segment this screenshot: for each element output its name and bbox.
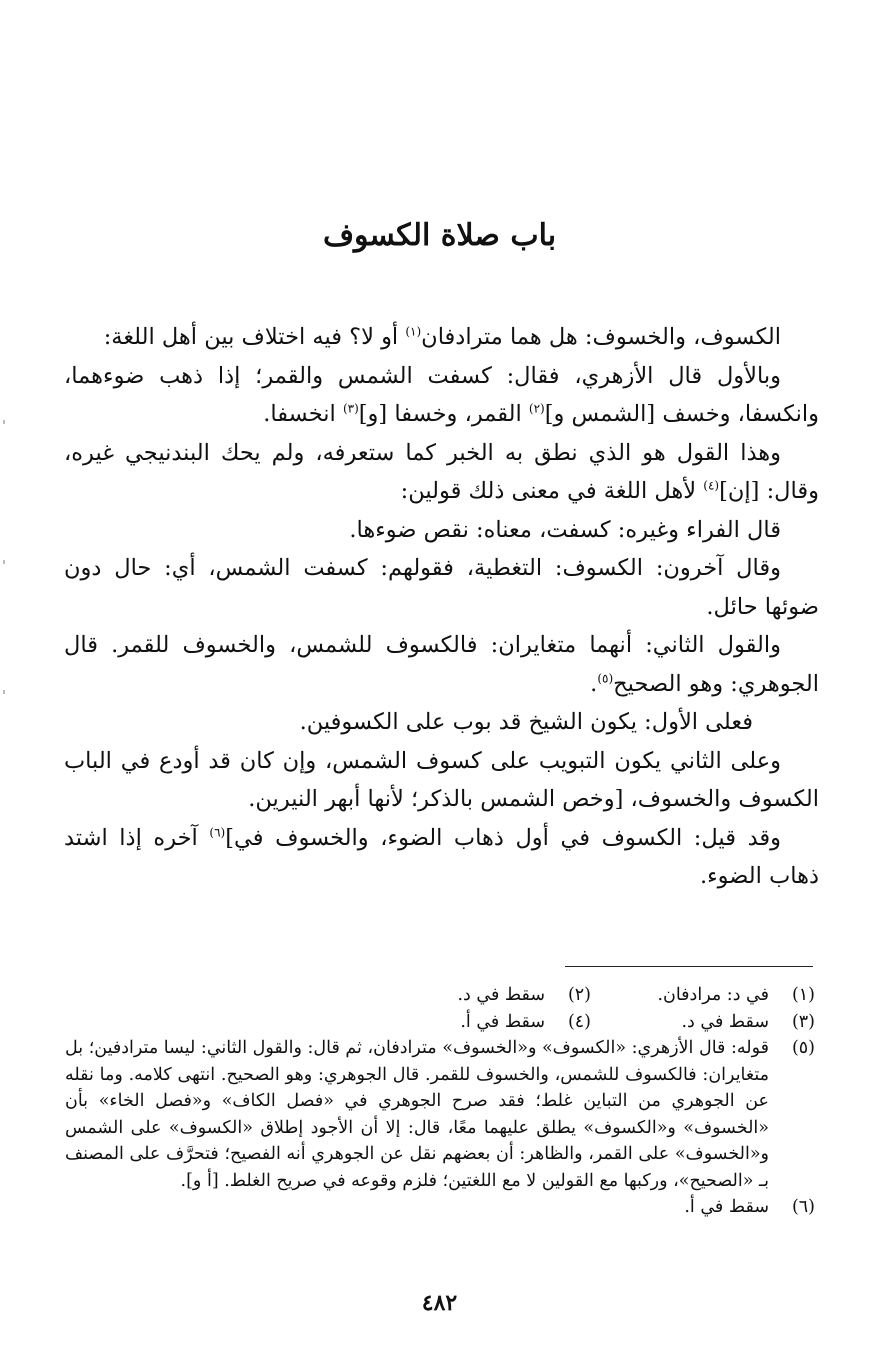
paragraph-text: أو لا؟ فيه اختلاف بين أهل اللغة:: [103, 324, 406, 350]
footnote-marker: (١): [405, 324, 422, 339]
scan-speck: [3, 420, 5, 424]
paragraph-text: فعلى الأول: يكون الشيخ قد بوب على الكسوفين.: [299, 709, 753, 735]
paragraph: [64, 703, 819, 742]
footnote-text: سقط في د.: [457, 985, 545, 1005]
scan-speck: [3, 560, 5, 564]
paragraph-text: آخره إذا اشتد ذهاب الضوء.: [64, 824, 819, 889]
paragraph: [64, 318, 819, 357]
chapter-title: باب صلاة الكسوف: [322, 218, 557, 253]
paragraph-text: قال الفراء وغيره: كسفت، معناه: نقص ضوءها.: [349, 516, 781, 543]
footnote-marker: (٢): [528, 401, 545, 416]
footnote-text: سقط في أ.: [684, 1197, 769, 1217]
paragraph-text: وعلى الثاني يكون التبويب على كسوف الشمس، وإن كان قد أودع في الباب الكسوف والخسوف، [وخص الشمس بالذكر؛ لأنها أبهر النيرين.: [64, 747, 819, 812]
footnote-3: [605, 1009, 815, 1036]
scan-speck: [3, 690, 5, 694]
paragraph-text: وهذا القول هو الذي نطق به الخبر كما ستعرفه، ولم يحك البندنيجي غيره، وقال: [إن]: [64, 439, 819, 504]
footnotes: [65, 982, 815, 1221]
paragraph-text: وبالأول قال الأزهري، فقال: كسفت الشمس والقمر؛ إذا ذهب ضوءهما، وانكسفا، وخسف [الشمس و]: [64, 362, 819, 427]
footnote-5: [65, 1035, 815, 1194]
main-text: [64, 318, 819, 896]
paragraph: [64, 626, 819, 703]
paragraph: [64, 819, 819, 896]
footnote-number: (٦): [791, 1197, 815, 1217]
paragraph-text: وقد قيل: الكسوف في أول ذهاب الضوء، والخسوف في]: [225, 824, 781, 851]
footnote-6: [65, 1194, 815, 1221]
footnote-text: سقط في أ.: [460, 1011, 545, 1032]
paragraph: [64, 511, 819, 550]
footnote-number: (٤): [567, 1011, 591, 1032]
paragraph: [64, 434, 819, 511]
paragraph-text: القمر، وخسفا [و]: [358, 401, 529, 427]
footnote-marker: (٥): [597, 671, 614, 685]
paragraph: [64, 549, 819, 626]
paragraph-text: الكسوف، والخسوف: هل هما مترادفان: [421, 324, 781, 350]
footnote-row: [65, 982, 815, 1009]
footnote-separator: [565, 966, 813, 967]
footnote-marker: (٣): [342, 401, 359, 416]
paragraph-text: انخسفا.: [263, 401, 343, 427]
footnote-1: [605, 982, 815, 1009]
paragraph-text: لأهل اللغة في معنى ذلك قولين:: [400, 478, 704, 504]
footnote-text: قوله: قال الأزهري: «الكسوف» و«الخسوف» مترادفان، ثم قال: والقول الثاني: ليسا مترادفين؛ بل متغايران: فالكسوف للشمس، والخسوف للقمر. قال الجوهري: وهو الصحيح. انتهى كلامه. وما نقله عن الجوهري من التباين غلط؛ فقد صرح الجوهري في «فصل الكاف» و«فصل الخاء» بأن «الخسوف» و«الكسوف» يطلق عليهما معًا، قال: إلا أن الأجود إطلاق «الكسوف» على الشمس و«الخسوف» على القمر، والظاهر: أن بعضهم نقل عن الجوهري أنه الفصيح؛ فتحرَّف على المصنف بـ «الصحيح»، وركبها مع القولين لا مع اللغتين؛ فلزم وقوعه في صريح الغلط. [أ و].: [65, 1038, 769, 1191]
footnote-text: في د: مرادفان.: [657, 985, 769, 1005]
paragraph-text: وقال آخرون: الكسوف: التغطية، فقولهم: كسفت الشمس، أي: حال دون ضوئها حائل.: [64, 555, 819, 620]
paragraph: [64, 357, 819, 434]
footnote-row: [65, 1009, 815, 1036]
footnote-marker: (٤): [703, 478, 720, 493]
footnote-4: [381, 1009, 591, 1036]
footnote-number: (٥): [791, 1038, 815, 1058]
paragraph-text: والقول الثاني: أنهما متغايران: فالكسوف للشمس، والخسوف للقمر. قال الجوهري: وهو الصحيح: [64, 632, 819, 697]
footnote-2: [381, 982, 591, 1009]
paragraph: [64, 742, 819, 819]
paragraph-text: .: [590, 670, 598, 697]
footnote-text: سقط في د.: [681, 1011, 769, 1032]
footnote-number: (٣): [791, 1011, 815, 1032]
footnote-number: (١): [791, 985, 815, 1005]
footnote-number: (٢): [567, 985, 591, 1005]
page-number: ٤٨٢: [421, 1290, 458, 1316]
footnote-marker: (٦): [209, 825, 226, 839]
